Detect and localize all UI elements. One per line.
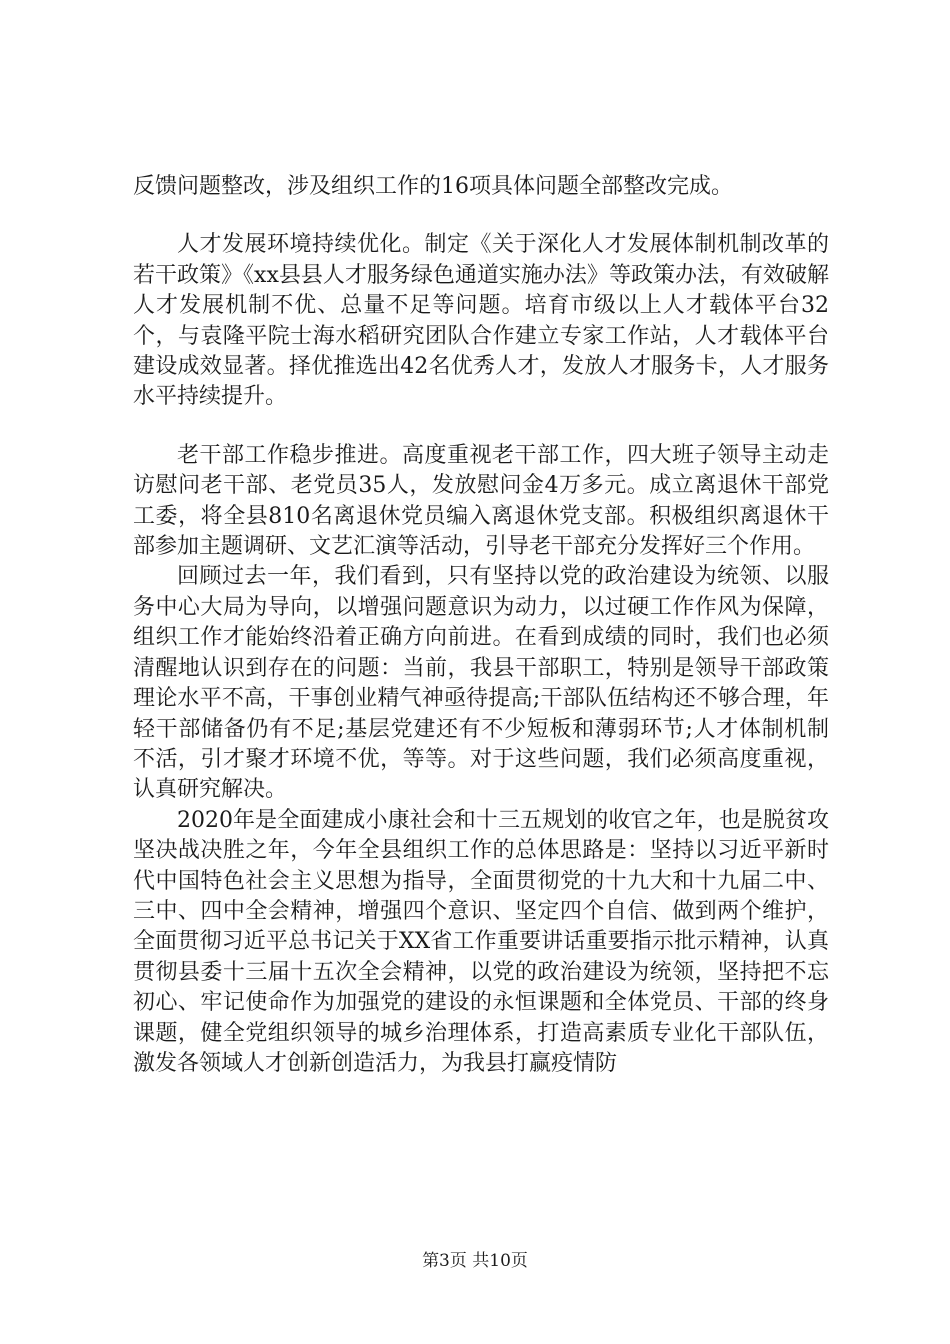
page-number-footer: 第3页 共10页 xyxy=(422,1251,528,1271)
paragraph-2020-plan: 2020年是全面建成小康社会和十三五规划的收官之年，也是脱贫攻坚决战决胜之年，今年全县组织工作的总体思路是：坚持以习近平新时代中国特色社会主义思想为指导，全面贯彻党的十九大和十九届二中、三中、四中全会精神，增强四个意识、坚定四个自信、做到两个维护，全面贯彻习近平总书记关于XX省工作重要讲话重要指示批示精神，认真贯彻县委十三届十五次全会精神，以党的政治建设为统领，坚持把不忘初心、牢记使命作为加强党的建设的永恒课题和全体党员、干部的终身课题，健全党组织领导的城乡治理体系，打造高素质专业化干部队伍，激发各领域人才创新创造活力，为我县打赢疫情防 xyxy=(133,807,829,1076)
paragraph-veteran-cadres: 老干部工作稳步推进。高度重视老干部工作，四大班子领导主动走访慰问老干部、老党员35人，发放慰问金4万多元。成立离退休干部党工委，将全县810名离退休党员编入离退休党支部。积极组织离退休干部参加主题调研、文艺汇演等活动，引导老干部充分发挥好三个作用。 xyxy=(133,442,829,560)
paragraph-rectification-continued: 反馈问题整改，涉及组织工作的16项具体问题全部整改完成。 xyxy=(133,174,733,199)
paragraph-review: 回顾过去一年，我们看到，只有坚持以党的政治建设为统领、以服务中心大局为导向，以增强问题意识为动力，以过硬工作作风为保障，组织工作才能始终沿着正确方向前进。在看到成绩的同时，我们也必须清醒地认识到存在的问题：当前，我县干部职工，特别是领导干部政策理论水平不高，干事创业精气神亟待提高;干部队伍结构还不够合理，年轻干部储备仍有不足;基层党建还有不少短板和薄弱环节;人才体制机制不活，引才聚才环境不优，等等。对于这些问题，我们必须高度重视，认真研究解决。 xyxy=(133,564,829,803)
document-body xyxy=(133,172,829,1079)
paragraph-talent-development: 人才发展环境持续优化。制定《关于深化人才发展体制机制改革的若干政策》《xx县县人才服务绿色通道实施办法》等政策办法，有效破解人才发展机制不优、总量不足等问题。培育市级以上人才载体平台32个，与袁隆平院士海水稻研究团队合作建立专家工作站，人才载体平台建设成效显著。择优推选出42名优秀人才，发放人才服务卡，人才服务水平持续提升。 xyxy=(133,232,829,410)
